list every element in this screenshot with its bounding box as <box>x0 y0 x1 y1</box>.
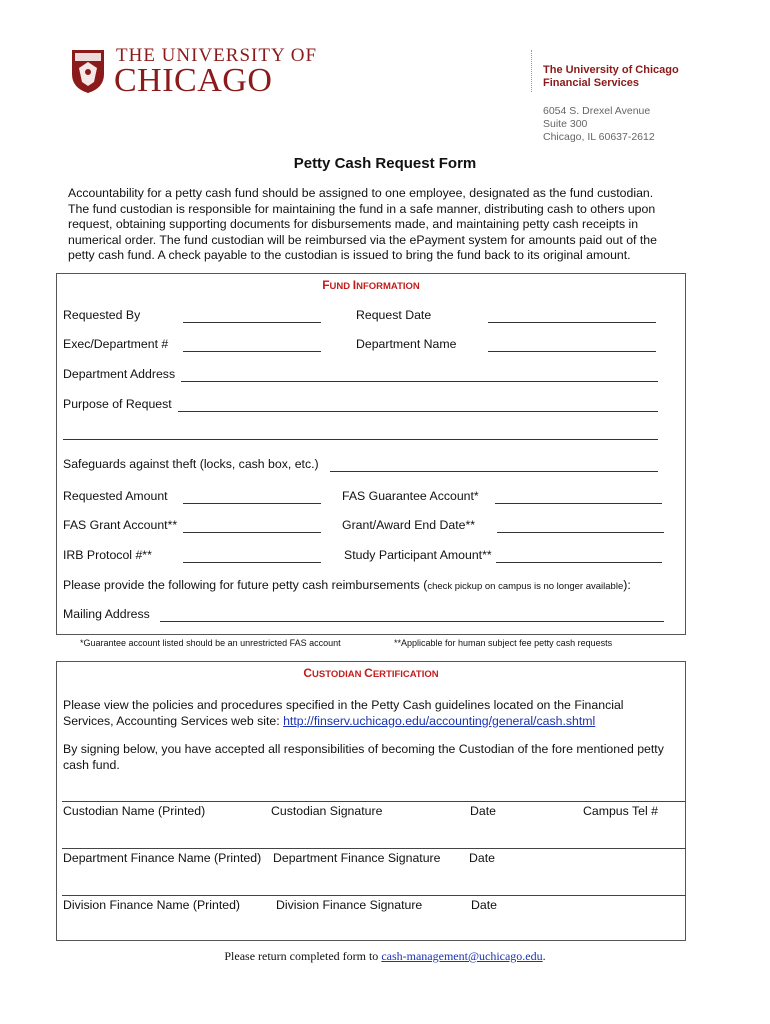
custodian-signature-line[interactable] <box>62 801 686 802</box>
custodian-certification-heading: CUSTODIAN CERTIFICATION <box>303 666 439 680</box>
grant-end-date-field[interactable] <box>497 521 664 533</box>
acceptance-paragraph: By signing below, you have accepted all responsibilities of becoming the Custodian of the fore mentioned petty cash fund. <box>63 742 664 772</box>
requested-amount-label: Requested Amount <box>63 489 168 503</box>
campus-tel-label: Campus Tel # <box>583 804 658 818</box>
department-address-field[interactable] <box>181 370 658 382</box>
custodian-date-label: Date <box>470 804 496 818</box>
dept-line2: Financial Services <box>543 77 639 89</box>
fas-grant-field[interactable] <box>183 521 321 533</box>
intro-paragraph <box>68 186 708 264</box>
fas-grant-label: FAS Grant Account** <box>63 518 178 532</box>
exec-department-label: Exec/Department # <box>63 337 169 351</box>
footer-return-text: Please return completed form to cash-management@uchicago.edu. <box>224 949 546 963</box>
division-finance-date-label: Date <box>471 898 497 912</box>
irb-protocol-label: IRB Protocol #** <box>63 548 152 562</box>
fas-guarantee-field[interactable] <box>495 492 662 504</box>
department-name-label: Department Name <box>356 337 457 351</box>
guarantee-footnote: *Guarantee account listed should be an unrestricted FAS account <box>80 638 341 648</box>
division-finance-name-label: Division Finance Name (Printed) <box>63 898 241 912</box>
study-participant-field[interactable] <box>496 551 662 563</box>
irb-protocol-field[interactable] <box>183 551 321 563</box>
intro-line: The fund custodian is responsible for maintaining the fund in a safe manner, distributing cash to others upon <box>68 201 656 216</box>
cash-guidelines-link[interactable]: http://finserv.uchicago.edu/accounting/general/cash.shtml <box>283 713 596 728</box>
human-subject-footnote: **Applicable for human subject fee petty cash requests <box>394 638 613 648</box>
requested-by-field[interactable] <box>183 311 321 323</box>
dept-finance-name-label: Department Finance Name (Printed) <box>63 851 262 865</box>
safeguards-label: Safeguards against theft (locks, cash box, etc.) <box>63 457 319 471</box>
requested-amount-field[interactable] <box>183 492 321 504</box>
request-date-field[interactable] <box>488 311 656 323</box>
purpose-field-line2[interactable] <box>63 428 658 440</box>
mailing-address-label: Mailing Address <box>63 607 150 621</box>
custodian-name-label: Custodian Name (Printed) <box>63 804 206 818</box>
department-name-field[interactable] <box>488 340 656 352</box>
request-date-label: Request Date <box>356 308 432 322</box>
fund-information-heading: FUND INFORMATION <box>322 278 420 292</box>
fas-guarantee-label: FAS Guarantee Account* <box>342 489 479 503</box>
department-address-label: Department Address <box>63 367 176 381</box>
intro-line: Accountability for a petty cash fund should be assigned to one employee, designated as the fund custodian. <box>68 186 654 200</box>
grant-end-date-label: Grant/Award End Date** <box>342 518 476 532</box>
addr-line1: 6054 S. Drexel Avenue <box>543 105 651 117</box>
intro-line: numerical order. The fund custodian will be reimbursed via the ePayment system for amounts paid out of the <box>68 232 657 247</box>
safeguards-field[interactable] <box>330 460 658 472</box>
logo-line2: CHICAGO <box>114 62 273 99</box>
requested-by-label: Requested By <box>63 308 141 322</box>
future-reimbursement-text: Please provide the following for future petty cash reimbursements (check pickup on campus is no longer available): <box>63 578 631 592</box>
dept-line1: The University of Chicago <box>543 64 679 76</box>
mailing-address-field[interactable] <box>160 610 664 622</box>
header-divider <box>531 50 532 92</box>
policies-paragraph: Please view the policies and procedures specified in the Petty Cash guidelines located on the Financial Services, Accounting Services web site: http://finserv.uchicago.edu/accounting/general/cash.shtml <box>63 698 624 728</box>
intro-line: request, obtaining supporting documents for disbursements made, and maintaining petty cash receipts in <box>68 217 639 231</box>
purpose-field[interactable] <box>178 400 658 412</box>
division-finance-signature-label: Division Finance Signature <box>276 898 423 912</box>
exec-department-field[interactable] <box>183 340 321 352</box>
division-finance-signature-line[interactable] <box>62 895 686 896</box>
purpose-label: Purpose of Request <box>63 397 172 411</box>
logo-line1: THE UNIVERSITY OF <box>116 45 318 66</box>
addr-line2: Suite 300 <box>543 118 588 130</box>
cash-management-email-link[interactable]: cash-management@uchicago.edu <box>381 949 543 963</box>
university-seal-icon <box>70 48 106 94</box>
dept-finance-date-label: Date <box>469 851 495 865</box>
study-participant-label: Study Participant Amount** <box>344 548 492 562</box>
custodian-signature-label: Custodian Signature <box>271 804 383 818</box>
dept-finance-signature-label: Department Finance Signature <box>273 851 441 865</box>
addr-line3: Chicago, IL 60637-2612 <box>543 131 655 143</box>
intro-line: petty cash fund. A check payable to the custodian is issued to bring the fund back to its original amount. <box>68 248 631 262</box>
dept-finance-signature-line[interactable] <box>62 848 686 849</box>
page-title: Petty Cash Request Form <box>293 155 477 172</box>
